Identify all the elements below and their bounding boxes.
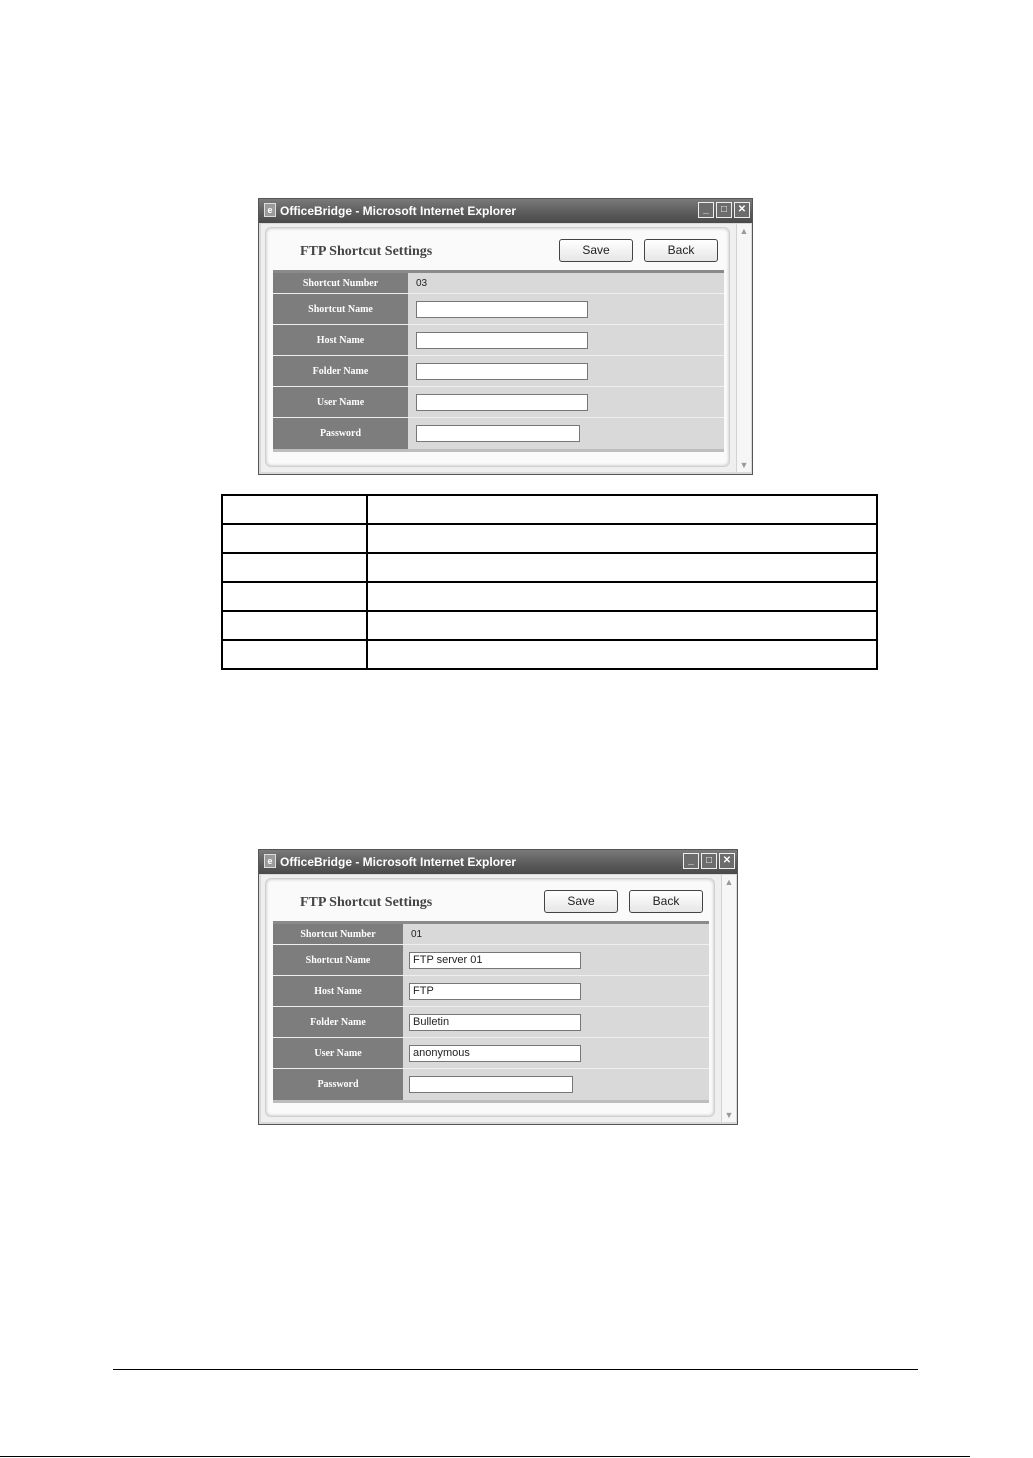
close-icon[interactable]: ✕ <box>719 853 735 869</box>
password-label: Password <box>273 418 408 449</box>
maximize-icon[interactable]: □ <box>701 853 717 869</box>
row-host-name <box>273 976 709 1007</box>
scroll-down-icon[interactable]: ▼ <box>724 1110 734 1120</box>
folder-name-input[interactable] <box>416 363 588 380</box>
window-title: OfficeBridge - Microsoft Internet Explorer <box>280 855 517 869</box>
shortcut-name-label: Shortcut Name <box>273 294 408 324</box>
row-user-name <box>273 1038 709 1069</box>
table-row <box>222 524 877 553</box>
row-shortcut-name <box>273 294 724 325</box>
password-input[interactable] <box>409 1076 573 1093</box>
table-row <box>222 495 877 524</box>
save-button[interactable]: Save <box>544 890 618 913</box>
host-name-input[interactable] <box>416 332 588 349</box>
back-button[interactable]: Back <box>629 890 703 913</box>
footer-rule <box>113 1369 918 1370</box>
password-input[interactable] <box>416 425 580 442</box>
shortcut-name-label: Shortcut Name <box>273 945 403 975</box>
settings-table <box>273 921 709 1103</box>
shortcut-number-label: Shortcut Number <box>273 273 408 293</box>
table-row <box>222 582 877 611</box>
row-password <box>273 418 724 449</box>
user-name-label: User Name <box>273 1038 403 1068</box>
save-button[interactable]: Save <box>559 239 633 262</box>
title-bar[interactable] <box>259 199 752 223</box>
page-content <box>261 875 721 1122</box>
ie-icon: e <box>264 203 276 217</box>
user-name-input[interactable]: anonymous <box>409 1045 581 1062</box>
user-name-label: User Name <box>273 387 408 417</box>
maximize-icon[interactable]: □ <box>716 202 732 218</box>
host-name-input[interactable]: FTP <box>409 983 581 1000</box>
minimize-icon[interactable]: _ <box>698 202 714 218</box>
row-folder-name <box>273 1007 709 1038</box>
password-label: Password <box>273 1069 403 1100</box>
user-name-input[interactable] <box>416 394 588 411</box>
scroll-up-icon[interactable]: ▲ <box>724 877 734 887</box>
page-bottom-rule <box>0 1456 970 1457</box>
minimize-icon[interactable]: _ <box>683 853 699 869</box>
page-title: FTP Shortcut Settings <box>300 244 433 259</box>
scroll-down-icon[interactable]: ▼ <box>739 460 749 470</box>
browser-window-2 <box>258 849 738 1125</box>
row-host-name <box>273 325 724 356</box>
description-table <box>221 494 878 670</box>
settings-table <box>273 270 724 452</box>
row-folder-name <box>273 356 724 387</box>
table-row <box>222 640 877 669</box>
host-name-label: Host Name <box>273 976 403 1006</box>
ie-icon: e <box>264 854 276 868</box>
shortcut-number-label: Shortcut Number <box>273 924 403 944</box>
browser-window-1 <box>258 198 753 475</box>
host-name-label: Host Name <box>273 325 408 355</box>
close-icon[interactable]: ✕ <box>734 202 750 218</box>
vertical-scrollbar[interactable] <box>736 224 751 472</box>
title-bar[interactable] <box>259 850 737 874</box>
settings-panel <box>265 878 715 1117</box>
row-shortcut-number <box>273 273 724 294</box>
folder-name-label: Folder Name <box>273 1007 403 1037</box>
back-button[interactable]: Back <box>644 239 718 262</box>
page-content <box>261 224 736 472</box>
shortcut-number-value: 03 <box>416 277 428 289</box>
row-password <box>273 1069 709 1100</box>
vertical-scrollbar[interactable] <box>721 875 736 1122</box>
window-title: OfficeBridge - Microsoft Internet Explorer <box>280 204 517 218</box>
settings-panel <box>265 227 730 467</box>
page-title: FTP Shortcut Settings <box>300 895 433 910</box>
row-user-name <box>273 387 724 418</box>
shortcut-number-value: 01 <box>411 928 423 940</box>
shortcut-name-input[interactable] <box>416 301 588 318</box>
folder-name-input[interactable]: Bulletin <box>409 1014 581 1031</box>
table-row <box>222 553 877 582</box>
table-row <box>222 611 877 640</box>
scroll-up-icon[interactable]: ▲ <box>739 226 749 236</box>
shortcut-name-input[interactable]: FTP server 01 <box>409 952 581 969</box>
row-shortcut-number <box>273 924 709 945</box>
row-shortcut-name <box>273 945 709 976</box>
folder-name-label: Folder Name <box>273 356 408 386</box>
